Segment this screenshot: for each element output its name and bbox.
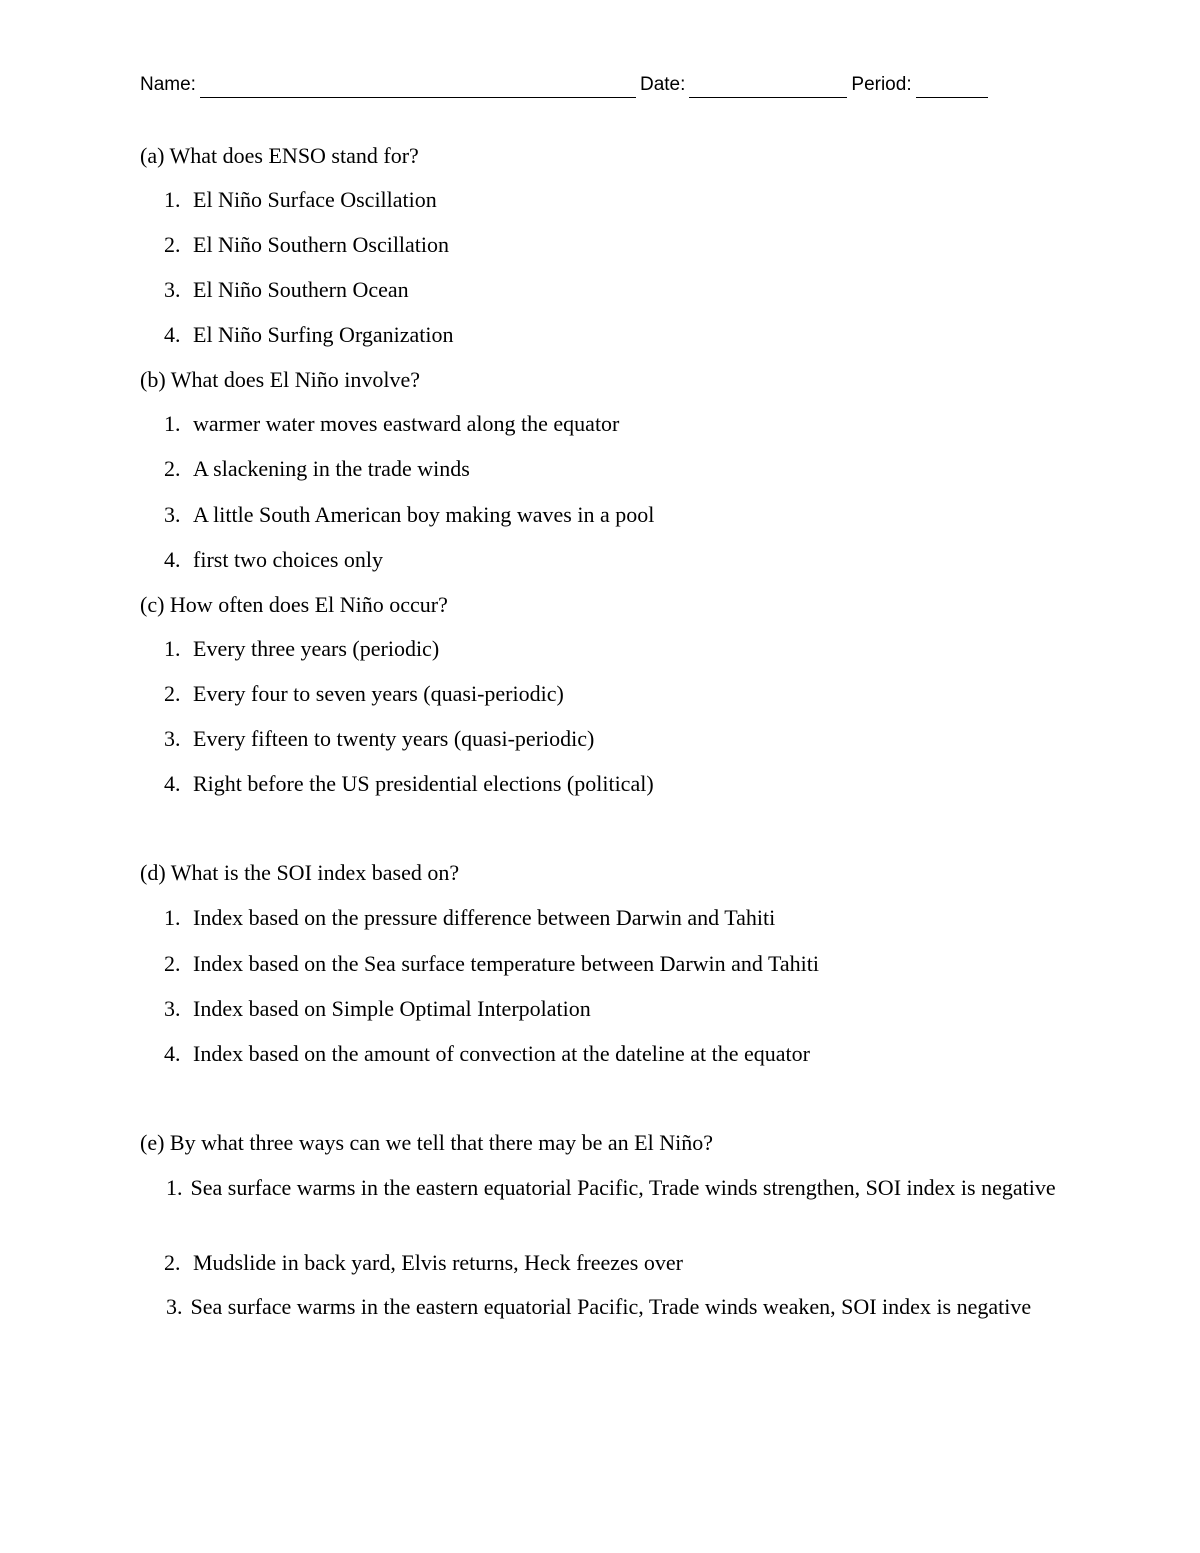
- option-number: 3.: [164, 502, 181, 527]
- question-e-option-3: [140, 1292, 1060, 1322]
- question-b-prompt: (b) What does El Niño involve?: [140, 367, 421, 392]
- option-number: 2.: [164, 232, 181, 257]
- option-text: Mudslide in back yard, Elvis returns, Heck freezes over: [193, 1250, 683, 1275]
- student-info-header: [140, 72, 992, 98]
- option-number: 4.: [164, 771, 181, 796]
- option-text: A slackening in the trade winds: [193, 456, 470, 481]
- option-text: El Niño Southern Ocean: [193, 277, 409, 302]
- option-number: 3.: [164, 726, 181, 751]
- option-text: Index based on the amount of convection at the dateline at the equator: [193, 1041, 810, 1066]
- option-text: Right before the US presidential elections (political): [193, 771, 654, 796]
- option-number: 3.: [164, 996, 181, 1021]
- option-text: El Niño Surfing Organization: [193, 322, 454, 347]
- option-number: 4.: [164, 322, 181, 347]
- option-text: first two choices only: [193, 547, 384, 572]
- date-label: Date:: [639, 74, 686, 95]
- date-blank-line: [689, 78, 847, 98]
- option-text: Every four to seven years (quasi-periodic): [193, 681, 564, 706]
- option-text: warmer water moves eastward along the equator: [193, 411, 620, 436]
- option-text: El Niño Surface Oscillation: [193, 187, 437, 212]
- option-number: 1.: [164, 187, 181, 212]
- option-text: Sea surface warms in the eastern equatorial Pacific, Trade winds strengthen, SOI index is negative: [190, 1175, 1056, 1200]
- option-text: Index based on the Sea surface temperature between Darwin and Tahiti: [193, 951, 820, 976]
- option-number: 1.: [166, 1175, 183, 1200]
- option-number: 3.: [166, 1294, 183, 1319]
- question-e-option-1: [140, 1173, 1060, 1203]
- option-text: Every three years (periodic): [193, 636, 440, 661]
- option-number: 1.: [164, 636, 181, 661]
- name-blank-line: [200, 78, 636, 98]
- option-number: 4.: [164, 1041, 181, 1066]
- option-number: 2.: [164, 456, 181, 481]
- name-label: Name:: [140, 74, 196, 95]
- question-d-prompt: (d) What is the SOI index based on?: [140, 860, 460, 885]
- option-text: Index based on Simple Optimal Interpolation: [193, 996, 591, 1021]
- option-text: A little South American boy making waves in a pool: [193, 502, 655, 527]
- option-text: Sea surface warms in the eastern equatorial Pacific, Trade winds weaken, SOI index is negative: [190, 1294, 1032, 1319]
- period-blank-line: [916, 78, 988, 98]
- option-number: 1.: [164, 411, 181, 436]
- option-number: 2.: [164, 1250, 181, 1275]
- question-c-prompt: (c) How often does El Niño occur?: [140, 592, 448, 617]
- question-e-prompt: (e) By what three ways can we tell that there may be an El Niño?: [140, 1130, 713, 1155]
- option-text: Every fifteen to twenty years (quasi-periodic): [193, 726, 595, 751]
- option-text: Index based on the pressure difference between Darwin and Tahiti: [193, 905, 776, 930]
- option-number: 3.: [164, 277, 181, 302]
- option-text: El Niño Southern Oscillation: [193, 232, 450, 257]
- period-label: Period:: [851, 74, 912, 95]
- question-a-prompt: (a) What does ENSO stand for?: [140, 143, 419, 168]
- option-number: 2.: [164, 681, 181, 706]
- option-number: 1.: [164, 905, 181, 930]
- option-number: 4.: [164, 547, 181, 572]
- option-number: 2.: [164, 951, 181, 976]
